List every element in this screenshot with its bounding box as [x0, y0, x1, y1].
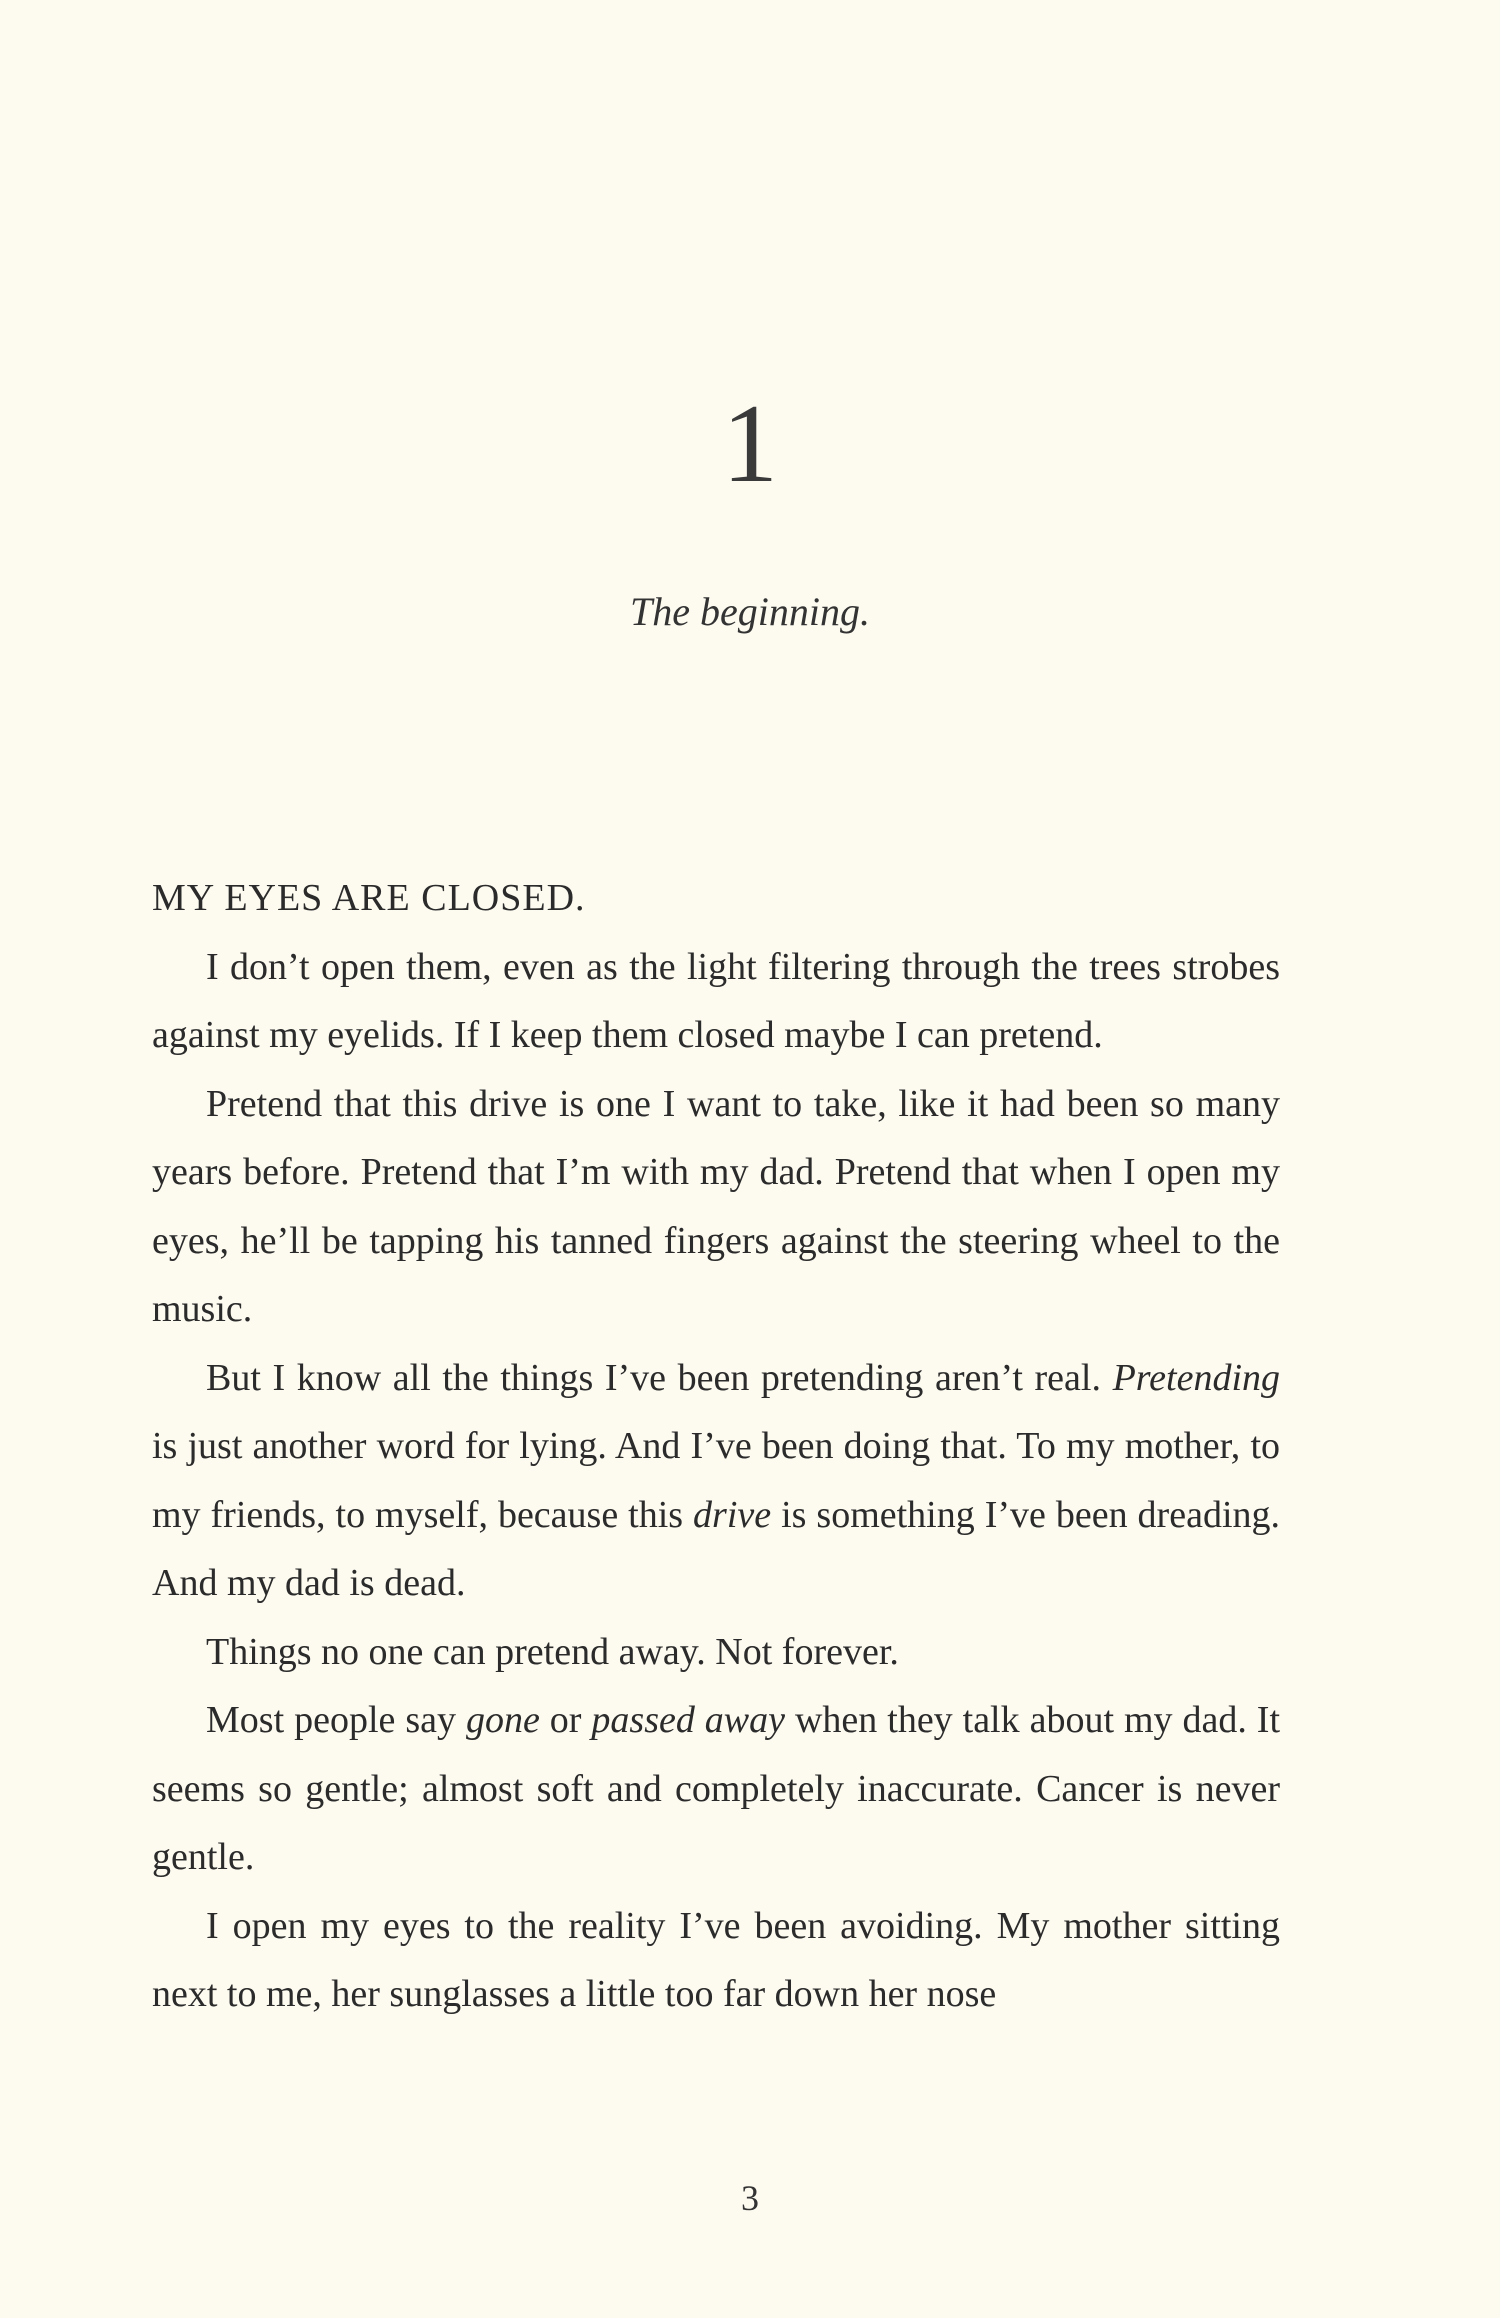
chapter-title: The beginning. [630, 589, 870, 634]
text-run: I don’t open them, even as the light filtering through the trees strobes against my eyelids. If I keep them closed maybe I can pretend. [152, 945, 1280, 1056]
text-run: But I know all the things I’ve been pretending aren’t real. [206, 1356, 1113, 1399]
paragraph [152, 933, 1280, 1070]
text-run: is just another word for lying. And I’ve been doing that. To my mother, to my friends, to myself, because this [152, 1425, 1280, 1536]
paragraph [152, 1686, 1280, 1892]
text-run: MY EYES ARE CLOSED. [152, 877, 586, 919]
text-run: Pretend that this drive is one I want to take, like it had been so many years before. Pretend that I’m with my dad. Pretend that when I open my eyes, he’ll be tapping his tanned fingers against the steering wheel to the music. [152, 1082, 1280, 1330]
paragraph [152, 1892, 1280, 2029]
text-run: or [539, 1699, 592, 1741]
text-run: when they talk about my dad. It seems so gentle; almost soft and completely inaccurate. Cancer is never gentle. [152, 1699, 1281, 1878]
text-run: Things no one can pretend away. Not forever. [206, 1630, 899, 1673]
paragraph [152, 1618, 1280, 1687]
text-run: I open my eyes to the reality I’ve been avoiding. My mother sitting next to me, her sunglasses a little too far down her nose [152, 1904, 1280, 2015]
page-number: 3 [741, 2178, 759, 2218]
paragraph [152, 864, 1280, 933]
italic-text: gone [465, 1699, 540, 1741]
chapter-number: 1 [722, 382, 778, 506]
italic-text: passed away [591, 1699, 786, 1741]
italic-text: Pretending [1112, 1356, 1280, 1399]
text-run: is something I’ve been dreading. And my dad is dead. [152, 1493, 1281, 1604]
text-run: Most people say [206, 1699, 466, 1741]
paragraph [152, 1344, 1280, 1618]
italic-text: drive [693, 1493, 772, 1536]
paragraph [152, 1070, 1280, 1344]
chapter-body [152, 864, 1280, 2029]
